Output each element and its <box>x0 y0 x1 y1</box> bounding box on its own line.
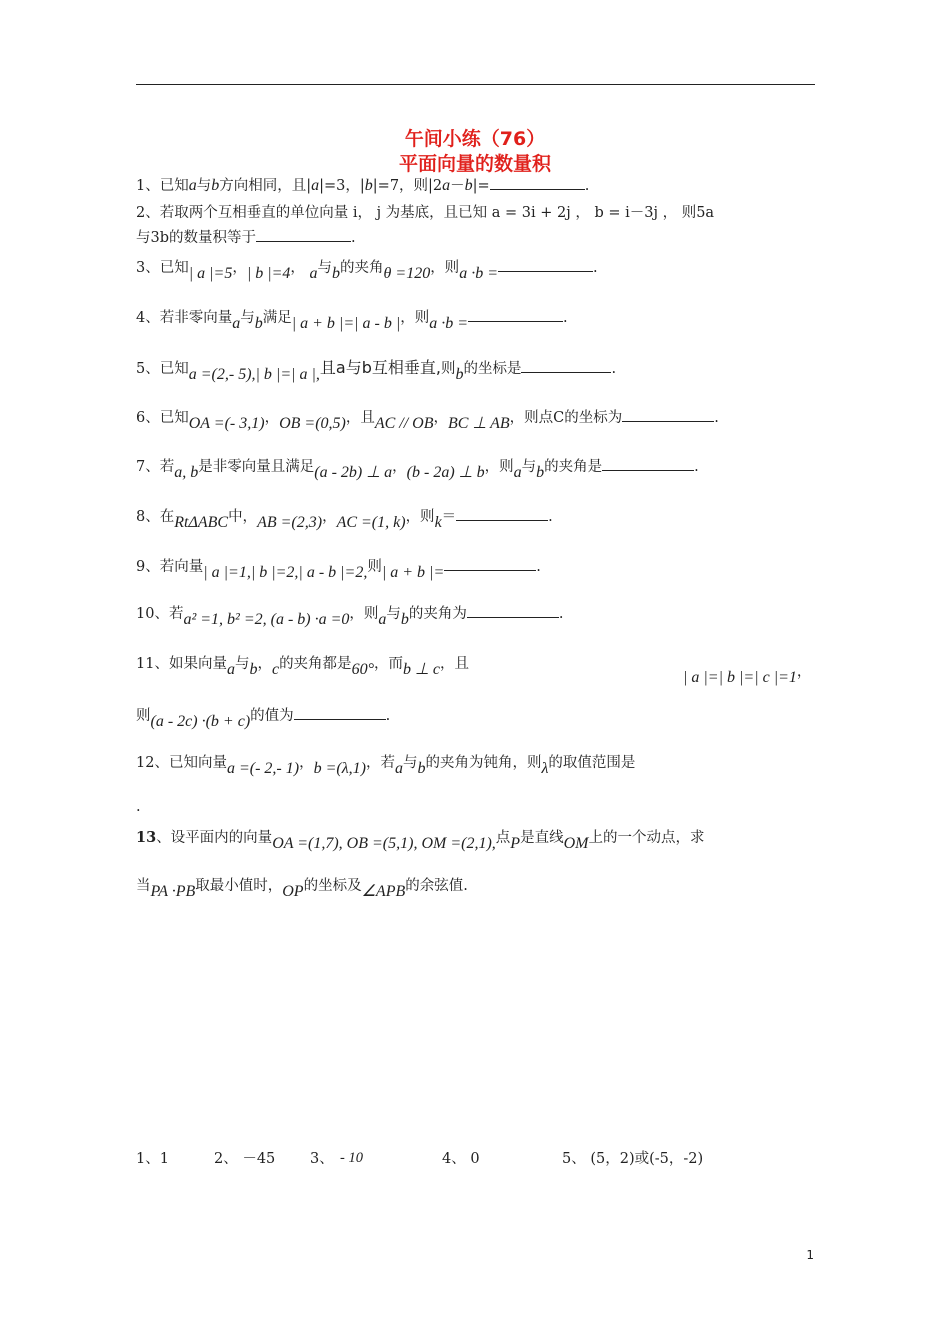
answer-blank[interactable] <box>468 309 563 322</box>
question-9: 9、若向量| a |=1,| b |=2,| a - b |=2,则| a + b |= . <box>136 559 541 581</box>
answer-blank[interactable] <box>521 360 611 373</box>
question-5: 5、已知a =(2,- 5),| b |=| a |,且a与b互相垂直,则b的坐标是 . <box>136 358 617 383</box>
question-11-cont: 则(a - 2c) ·(b + c)的值为 . <box>136 708 391 730</box>
answer-blank[interactable] <box>498 259 593 272</box>
question-1: 1、已知a与b方向相同，且|a|=3，|b|=7，则|2a－b|= . <box>136 177 590 194</box>
question-8: 8、在RtΔABC中，AB =(2,3)，AC =(1, k)，则k＝ . <box>136 509 553 531</box>
question-10: 10、若a² =1, b² =2, (a - b) ·a =0，则a与b的夹角为 . <box>136 606 564 628</box>
answer-blank[interactable] <box>622 409 714 422</box>
worksheet-title: 午间小练（76） <box>404 128 546 150</box>
question-11-condition: | a |=| b |=| c |=1， <box>683 664 812 686</box>
question-12-end: . <box>136 799 141 815</box>
answer-blank[interactable] <box>490 177 585 190</box>
answer-blank[interactable] <box>444 558 536 571</box>
answer-3-label: 3、 <box>310 1151 334 1167</box>
question-7: 7、若a, b是非零向量且满足(a - 2b) ⊥ a，(b - 2a) ⊥ b，则a与b的夹角是 . <box>136 459 699 481</box>
answer-2: 2、 －45 <box>214 1151 276 1167</box>
worksheet-subtitle: 平面向量的数量积 <box>398 153 551 175</box>
question-11: 11、如果向量a与b，c的夹角都是60°，而b ⊥ c，且 <box>136 656 470 678</box>
question-6: 6、已知OA =(- 3,1)，OB =(0,5)，且AC // OB，BC ⊥ AB，则点C的坐标为 . <box>136 410 719 432</box>
answer-blank[interactable] <box>456 508 548 521</box>
question-12: 12、已知向量a =(- 2,- 1)，b =(λ,1)，若a与b的夹角为钝角，则λ的取值范围是 <box>136 755 636 777</box>
answer-blank[interactable] <box>602 458 694 471</box>
answer-blank[interactable] <box>467 605 559 618</box>
answer-4: 4、 0 <box>442 1151 480 1167</box>
page-number: 1 <box>806 1248 814 1262</box>
question-4: 4、若非零向量a与b满足| a + b |=| a - b |，则a ·b = . <box>136 310 568 332</box>
answer-blank[interactable] <box>256 229 351 242</box>
answer-1: 1、1 <box>136 1151 169 1167</box>
answer-3: - 10 <box>340 1150 363 1166</box>
answer-blank[interactable] <box>294 707 386 720</box>
question-3: 3、已知| a |=5，| b |=4， a与b的夹角θ =120，则a ·b = . <box>136 260 598 282</box>
question-2-cont: 与3b的数量积等于 . <box>136 230 356 246</box>
question-13: 13、设平面内的向量OA =(1,7), OB =(5,1), OM =(2,1),点P是直线OM上的一个动点，求 <box>136 829 705 852</box>
question-13-cont: 当PA ·PB取最小值时，OP的坐标及∠APB的余弦值. <box>136 878 468 900</box>
question-2: 2、若取两个互相垂直的单位向量 i， j 为基底，且已知 a = 3i + 2j ， b = i－3j ， 则5a <box>136 205 715 221</box>
answer-5: 5、 (5，2)或(-5，-2) <box>562 1151 704 1167</box>
top-rule <box>136 84 815 85</box>
